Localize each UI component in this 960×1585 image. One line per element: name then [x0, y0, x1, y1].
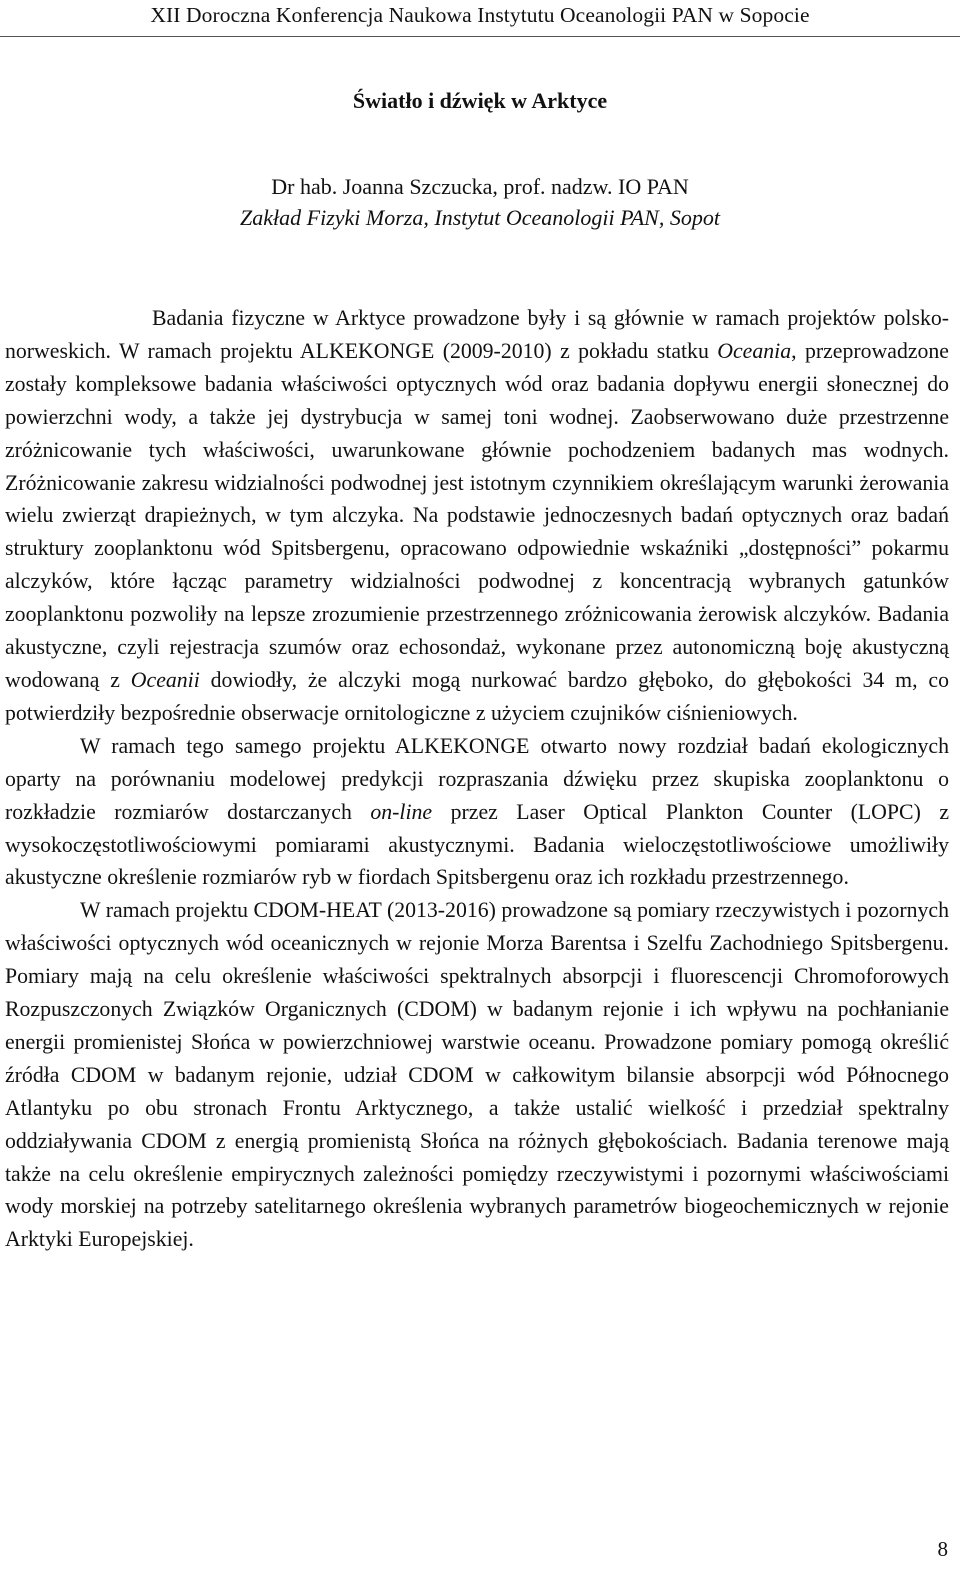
running-header	[0, 2, 960, 37]
author-line: Dr hab. Joanna Szczucka, prof. nadzw. IO PAN	[271, 174, 689, 199]
paragraph-1-text-cont: , przeprowadzone zostały kompleksowe badania właściwości optycznych wód oraz badania dopływu energii słonecznej do powierzchni wody, a także jej dystrybucja w samej toni wodnej. Zaobserwowano duże przestrzenne zróżnicowanie tych właściwości, uwarunkowane głównie pochodzeniem badanych mas wodnych. Zróżnicowanie zakresu widzialności podwodnej jest istotnym czynnikiem określającym warunki żerowania wielu zwierząt drapieżnych, w tym alczyka. Na podstawie jednoczesnych badań optycznych oraz badań struktury zooplanktonu wód Spitsbergenu, opracowano odpowiednie wskaźniki „dostępności” pokarmu alczyków, które łącząc parametry widzialności podwodnej z koncentracją wybranych gatunków zooplanktonu pozwoliły na lepsze zrozumienie przestrzennego zróżnicowania żerowisk alczyków. Badania akustyczne, czyli rejestracja szumów oraz echosondaż, wykonane przez autonomiczną boję akustyczną wodowaną z	[5, 338, 949, 692]
term-on-line: on-line	[370, 799, 433, 824]
ship-name-oceanii: Oceanii	[130, 667, 200, 692]
affiliation-line: Zakład Fizyki Morza, Instytut Oceanologii PAN, Sopot	[240, 205, 720, 230]
page-number: 8	[937, 1537, 948, 1561]
paragraph-3-text: W ramach projektu CDOM-HEAT (2013-2016) prowadzone są pomiary rzeczywistych i pozornych właściwości optycznych wód oceanicznych w rejonie Morza Barentsa i Szelfu Zachodniego Spitsbergenu. Pomiary mają na celu określenie właściwości spektralnych absorpcji i fluorescencji Chromoforowych Rozpuszczonych Związków Organicznych (CDOM) w badanym rejonie i ich wpływu na pochłanianie energii promienistej Słońca w powierzchniowej warstwie oceanu. Prowadzone pomiary pomogą określić źródła CDOM w badanym rejonie, udział CDOM w całkowitym bilansie absorpcji wód Północnego Atlantyku po obu stronach Frontu Arktycznego, a także ustalić wielkość i przedział spektralny oddziaływania CDOM z energią promienistą Słońca na różnych głębokościach. Badania terenowe mają także na celu określenie empirycznych zależności pomiędzy rzeczywistymi i pozornymi właściwościami wody morskiej na potrzeby satelitarnego określenia wybranych parametrów biogeochemicznych w rejonie Arktyki Europejskiej.	[5, 898, 949, 1252]
paragraph-1	[5, 302, 949, 730]
paragraph-2-text-end: przez Laser Optical Plankton Counter (LOPC) z wysokoczęstotliwościowymi pomiarami akustycznymi. Badania wieloczęstotliwościowe umożliwiły akustyczne określenie rozmiarów ryb w fiordach Spitsbergenu oraz ich rozkładu przestrzennego.	[5, 799, 949, 890]
paragraph-1-text: Badania fizyczne w Arktyce prowadzone były i są głównie w ramach projektów polsko-norweskich. W ramach projektu ALKEKONGE (2009-2010) z pokładu statku	[5, 306, 949, 363]
ship-name-oceania: Oceania	[717, 338, 792, 363]
abstract-body	[5, 302, 949, 1256]
paragraph-2	[5, 730, 949, 895]
running-header-title: XII Doroczna Konferencja Naukowa Instytutu Oceanologii PAN w Sopocie	[150, 3, 810, 27]
paragraph-2-text: W ramach tego samego projektu ALKEKONGE otwarto nowy rozdział badań ekologicznych oparty na porównaniu modelowej predykcji rozpraszania dźwięku przez skupiska zooplanktonu o rozkładzie rozmiarów dostarczanych	[5, 733, 949, 824]
paragraph-1-text-end: dowiodły, że alczyki mogą nurkować bardzo głęboko, do głębokości 34 m, co potwierdziły bezpośrednie obserwacje ornitologiczne z użyciem czujników ciśnieniowych.	[5, 667, 949, 725]
paragraph-3	[5, 894, 949, 1256]
article-title: Światło i dźwięk w Arktyce	[352, 88, 608, 113]
